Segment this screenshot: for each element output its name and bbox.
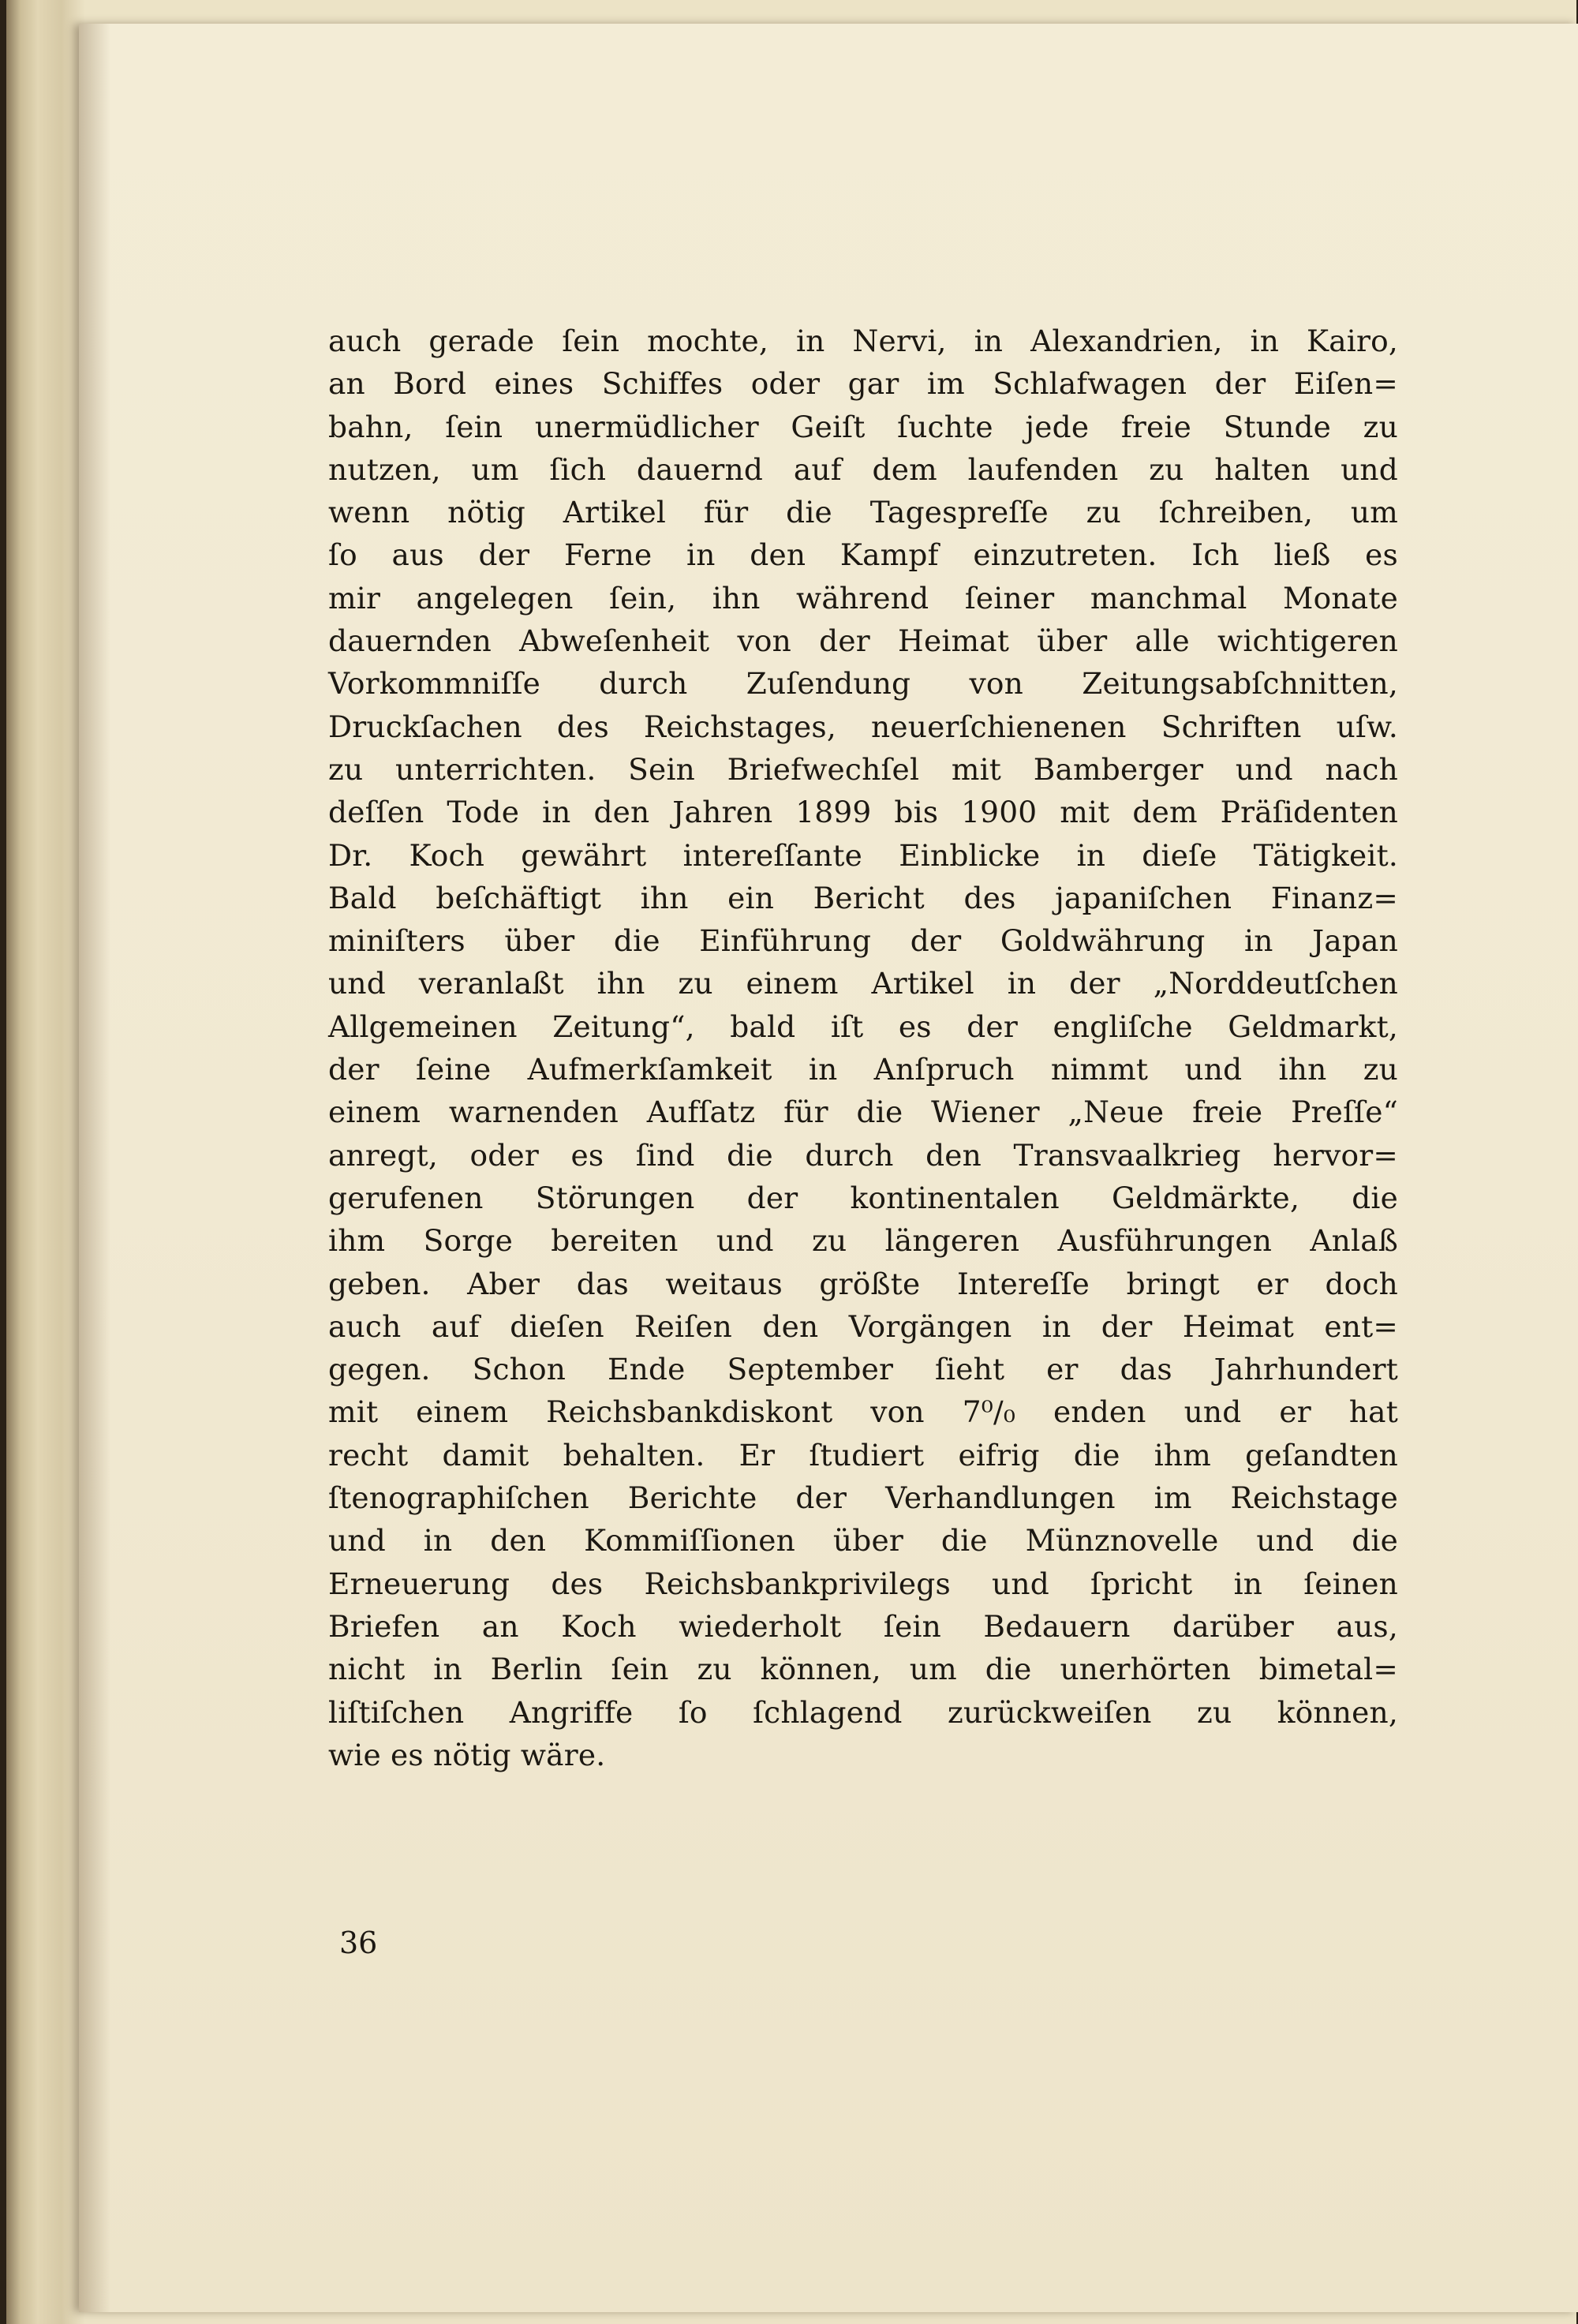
text-line: Erneuerung des Reichsbankprivilegs und ſpricht in ſeinen bbox=[328, 1566, 1398, 1601]
text-line: anregt, oder es ſind die durch den Transvaalkrieg hervor= bbox=[328, 1137, 1398, 1173]
text-line: deſſen Tode in den Jahren 1899 bis 1900 mit dem Präſidenten bbox=[328, 795, 1398, 830]
text-line: auch gerade ſein mochte, in Nervi, in Alexandrien, in Kairo, bbox=[328, 324, 1398, 358]
text-line: gerufenen Störungen der kontinentalen Geldmärkte, die bbox=[328, 1180, 1398, 1215]
page-number: 36 bbox=[339, 1925, 378, 1960]
text-line: Allgemeinen Zeitung“, bald iſt es der engliſche Geldmarkt, bbox=[328, 1009, 1398, 1044]
text-line: nutzen, um ſich dauernd auf dem laufenden zu halten und bbox=[328, 451, 1398, 487]
text-line: Druckſachen des Reichstages, neuerſchienenen Schriften uſw. bbox=[328, 709, 1398, 744]
text-line: auch auf dieſen Reiſen den Vorgängen in der Heimat ent= bbox=[328, 1308, 1398, 1344]
text-line: Dr. Koch gewährt intereſſante Einblicke in dieſe Tätigkeit. bbox=[328, 837, 1398, 873]
text-line: Briefen an Koch wiederholt ſein Bedauern darüber aus, bbox=[328, 1608, 1398, 1644]
text-line: mit einem Reichsbankdiskont von 7⁰/₀ enden und er hat bbox=[328, 1394, 1398, 1430]
text-line: und in den Kommiſſionen über die Münznovelle und die bbox=[328, 1523, 1398, 1559]
text-line: Vorkommniſſe durch Zuſendung von Zeitungsabſchnitten, bbox=[328, 666, 1398, 702]
text-line: Bald beſchäftigt ihn ein Bericht des japaniſchen Finanz= bbox=[328, 880, 1398, 915]
text-line: einem warnenden Aufſatz für die Wiener „Neue freie Preſſe“ bbox=[328, 1095, 1398, 1130]
text-line: der ſeine Aufmerkſamkeit in Anſpruch nimmt und ihn zu bbox=[328, 1052, 1398, 1087]
text-line: ſo aus der Ferne in den Kampf einzutreten. Ich ließ es bbox=[328, 537, 1398, 573]
body-text bbox=[328, 320, 1398, 1776]
text-line: wenn nötig Artikel für die Tagespreſſe zu ſchreiben, um bbox=[328, 495, 1398, 530]
text-line: gegen. Schon Ende September ſieht er das Jahrhundert bbox=[328, 1352, 1398, 1387]
text-line: geben. Aber das weitaus größte Intereſſe bringt er doch bbox=[328, 1266, 1398, 1301]
text-line: mir angelegen ſein, ihn während ſeiner manchmal Monate bbox=[328, 580, 1398, 616]
text-line: an Bord eines Schiffes oder gar im Schlafwagen der Eiſen= bbox=[328, 366, 1398, 402]
text-line: ihm Sorge bereiten und zu längeren Ausführungen Anlaß bbox=[328, 1223, 1398, 1259]
text-line: miniſters über die Einführung der Goldwährung in Japan bbox=[328, 923, 1398, 959]
text-line: bahn, ſein unermüdlicher Geiſt ſuchte jede freie Stunde zu bbox=[328, 409, 1398, 444]
text-line: ſtenographiſchen Berichte der Verhandlungen im Reichstage bbox=[328, 1480, 1398, 1516]
text-line: recht damit behalten. Er ſtudiert eifrig die ihm geſandten bbox=[328, 1437, 1398, 1473]
text-line: dauernden Abweſenheit von der Heimat über alle wichtigeren bbox=[328, 623, 1398, 659]
text-line: und veranlaßt ihn zu einem Artikel in der „Norddeutſchen bbox=[328, 966, 1398, 1001]
page-edge-shadow bbox=[79, 24, 110, 2312]
text-line: wie es nötig wäre. bbox=[328, 1737, 606, 1772]
text-line: zu unterrichten. Sein Briefwechſel mit Bamberger und nach bbox=[328, 751, 1398, 787]
text-line: nicht in Berlin ſein zu können, um die unerhörten bimetal= bbox=[328, 1652, 1398, 1687]
text-line: liſtiſchen Angriffe ſo ſchlagend zurückweiſen zu können, bbox=[328, 1694, 1398, 1730]
